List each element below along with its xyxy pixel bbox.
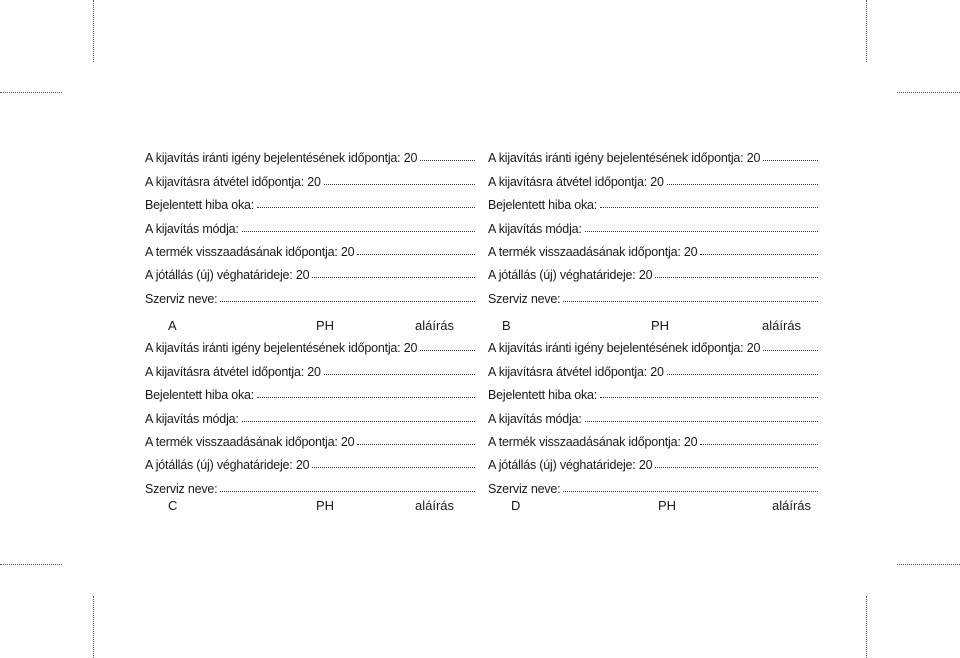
coupon-letter: B <box>502 318 511 333</box>
fill-line <box>600 207 818 208</box>
coupon-b-fields <box>488 142 818 306</box>
field-row <box>145 402 475 425</box>
fill-line <box>357 254 475 255</box>
crop-mark-top-right <box>866 0 867 62</box>
field-row <box>488 259 818 282</box>
field-label: A jótállás (új) véghatárideje: 20 <box>488 458 653 473</box>
field-row <box>145 379 475 402</box>
signature-label: aláírás <box>762 318 802 333</box>
fill-line <box>420 350 475 351</box>
field-row <box>488 189 818 212</box>
field-row <box>145 259 475 282</box>
fill-line <box>220 301 475 302</box>
coupon-a-fields <box>145 142 475 306</box>
fill-line <box>585 421 818 422</box>
field-label: A kijavítás módja: <box>488 221 582 236</box>
field-row <box>488 142 818 165</box>
field-label: A kijavításra átvétel időpontja: 20 <box>145 174 321 189</box>
fill-line <box>667 184 818 185</box>
field-label: A jótállás (új) véghatárideje: 20 <box>145 268 310 283</box>
fill-line <box>655 467 818 468</box>
field-label: Bejelentett hiba oka: <box>488 388 598 403</box>
fill-line <box>420 160 475 161</box>
fill-line <box>324 374 475 375</box>
field-label: A termék visszaadásának időpontja: 20 <box>488 434 698 449</box>
fill-line <box>763 160 818 161</box>
fill-line <box>700 444 818 445</box>
field-label: Szerviz neve: <box>488 481 561 496</box>
field-label: A termék visszaadásának időpontja: 20 <box>145 244 355 259</box>
stamp-label: PH <box>651 318 670 333</box>
field-label: A kijavítás iránti igény bejelentésének időpontja: 20 <box>145 341 418 356</box>
field-row <box>145 282 475 305</box>
field-label: A termék visszaadásának időpontja: 20 <box>145 434 355 449</box>
field-label: A termék visszaadásának időpontja: 20 <box>488 244 698 259</box>
fill-line <box>257 207 475 208</box>
stamp-label: PH <box>316 498 335 513</box>
field-row <box>145 165 475 188</box>
fill-line <box>600 397 818 398</box>
field-row <box>488 402 818 425</box>
field-label: A kijavításra átvétel időpontja: 20 <box>488 174 664 189</box>
crop-mark-left-lower <box>0 564 62 565</box>
fill-line <box>324 184 475 185</box>
field-label: A kijavítás iránti igény bejelentésének időpontja: 20 <box>488 151 761 166</box>
field-label: Bejelentett hiba oka: <box>488 198 598 213</box>
fill-line <box>563 491 818 492</box>
field-label: Szerviz neve: <box>145 481 218 496</box>
coupon-letter: A <box>168 318 177 333</box>
fill-line <box>655 277 818 278</box>
field-row <box>488 426 818 449</box>
field-label: A kijavítás módja: <box>145 411 239 426</box>
field-label: Szerviz neve: <box>488 291 561 306</box>
crop-mark-top-left <box>93 0 94 62</box>
field-row <box>488 449 818 472</box>
field-row <box>488 212 818 235</box>
coupon-d-fields <box>488 332 818 496</box>
coupon-letter: C <box>168 498 178 513</box>
field-row <box>488 379 818 402</box>
signature-label: aláírás <box>415 498 455 513</box>
field-row <box>145 142 475 165</box>
field-label: Bejelentett hiba oka: <box>145 198 255 213</box>
field-row <box>145 212 475 235</box>
crop-mark-left-upper <box>0 92 62 93</box>
fill-line <box>563 301 818 302</box>
field-row <box>488 282 818 305</box>
field-label: A jótállás (új) véghatárideje: 20 <box>145 458 310 473</box>
field-label: A kijavítás módja: <box>488 411 582 426</box>
field-row <box>145 472 475 495</box>
field-label: A kijavítás módja: <box>145 221 239 236</box>
fill-line <box>312 467 475 468</box>
crop-mark-right-lower <box>897 564 960 565</box>
field-row <box>488 472 818 495</box>
coupon-letter: D <box>511 498 521 513</box>
fill-line <box>312 277 475 278</box>
fill-line <box>357 444 475 445</box>
stamp-label: PH <box>316 318 335 333</box>
fill-line <box>220 491 475 492</box>
crop-mark-bottom-right <box>866 596 867 658</box>
signature-label: aláírás <box>772 498 812 513</box>
field-row <box>488 165 818 188</box>
field-label: Bejelentett hiba oka: <box>145 388 255 403</box>
fill-line <box>585 231 818 232</box>
field-row <box>488 355 818 378</box>
signature-label: aláírás <box>415 318 455 333</box>
field-row <box>488 332 818 355</box>
field-row <box>488 236 818 259</box>
crop-mark-bottom-left <box>93 596 94 658</box>
crop-mark-right-upper <box>897 92 960 93</box>
fill-line <box>242 231 475 232</box>
field-label: A jótállás (új) véghatárideje: 20 <box>488 268 653 283</box>
field-row <box>145 189 475 212</box>
field-label: Szerviz neve: <box>145 291 218 306</box>
field-label: A kijavítás iránti igény bejelentésének időpontja: 20 <box>488 341 761 356</box>
stamp-label: PH <box>658 498 677 513</box>
fill-line <box>763 350 818 351</box>
coupon-c-fields <box>145 332 475 496</box>
fill-line <box>700 254 818 255</box>
fill-line <box>667 374 818 375</box>
fill-line <box>257 397 475 398</box>
field-row <box>145 355 475 378</box>
field-row <box>145 236 475 259</box>
field-row <box>145 426 475 449</box>
field-label: A kijavítás iránti igény bejelentésének időpontja: 20 <box>145 151 418 166</box>
field-label: A kijavításra átvétel időpontja: 20 <box>145 364 321 379</box>
fill-line <box>242 421 475 422</box>
field-row <box>145 332 475 355</box>
field-label: A kijavításra átvétel időpontja: 20 <box>488 364 664 379</box>
field-row <box>145 449 475 472</box>
